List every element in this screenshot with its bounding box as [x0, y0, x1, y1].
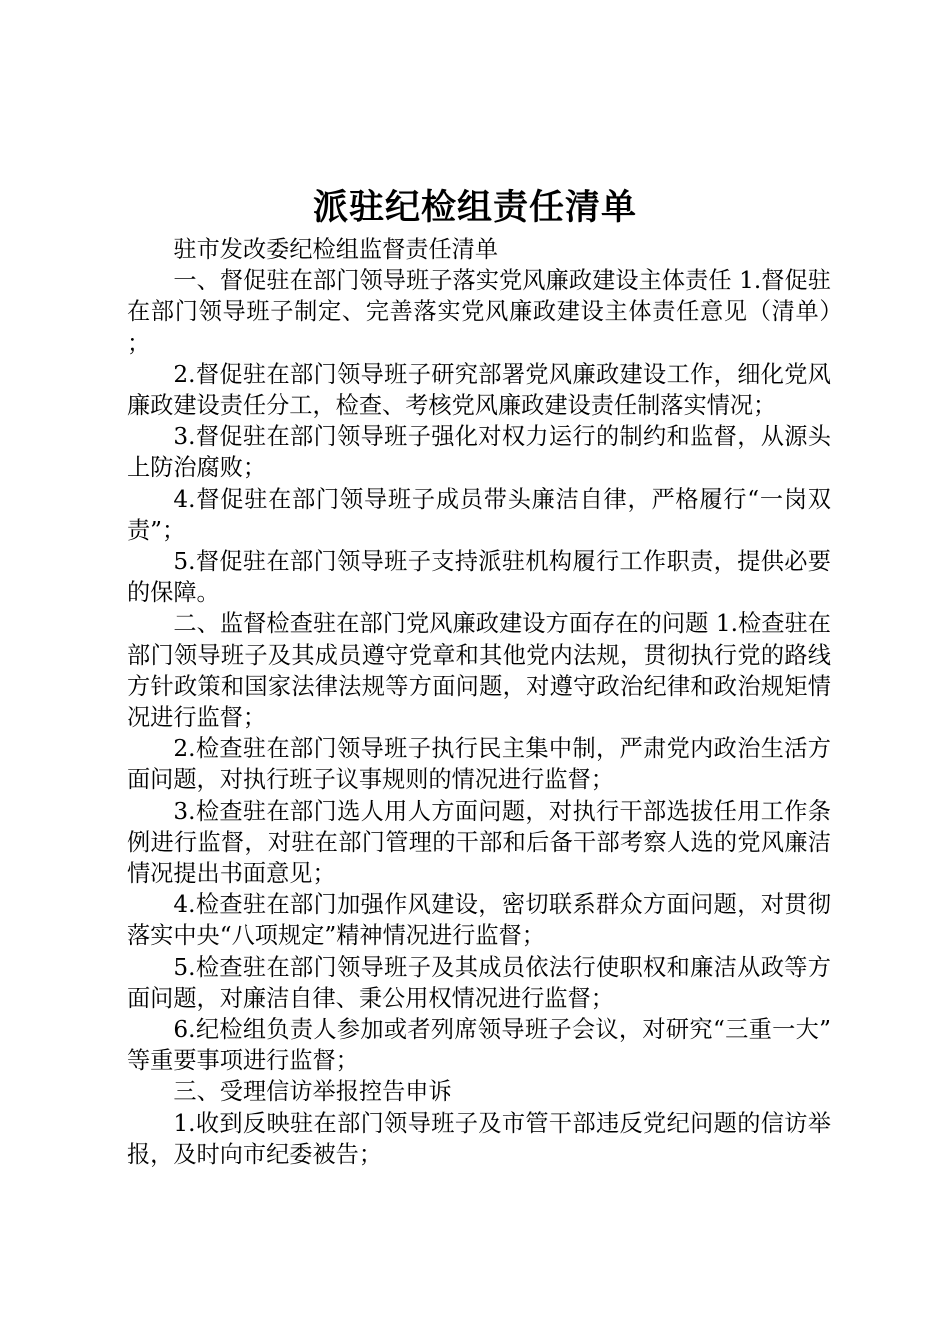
paragraph-item: 3.检查驻在部门选人用人方面问题，对执行干部选拔任用工作条例进行监督，对驻在部门管理的干部和后备干部考察人选的党风廉洁情况提出书面意见；: [127, 797, 831, 888]
paragraph-item: 2.督促驻在部门领导班子研究部署党风廉政建设工作，细化党风廉政建设责任分工，检查、考核党风廉政建设责任制落实情况；: [127, 360, 831, 420]
paragraph-item: 3.督促驻在部门领导班子强化对权力运行的制约和监督，从源头上防治腐败；: [127, 423, 831, 482]
paragraph-item: 5.督促驻在部门领导班子支持派驻机构履行工作职责，提供必要的保障。: [127, 548, 831, 607]
paragraph-item: 6.纪检组负责人参加或者列席领导班子会议，对研究“三重一大”等重要事项进行监督；: [127, 1016, 831, 1075]
paragraph-section-3: 三、受理信访举报控告申诉: [173, 1078, 452, 1106]
paragraph-item: 4.督促驻在部门领导班子成员带头廉洁自律，严格履行“一岗双责”；: [127, 485, 831, 544]
paragraph-section-1: 一、督促驻在部门领导班子落实党风廉政建设主体责任 1.督促驻在部门领导班子制定、完善落实党风廉政建设主体责任意见（清单）；: [127, 267, 831, 357]
paragraph-item: 4.检查驻在部门加强作风建设，密切联系群众方面问题，对贯彻落实中央“八项规定”精神情况进行监督；: [127, 891, 831, 950]
paragraph-item: 2.检查驻在部门领导班子执行民主集中制，严肃党内政治生活方面问题，对执行班子议事规则的情况进行监督；: [127, 735, 831, 794]
document-body: [127, 234, 831, 1170]
paragraph-item: 1.收到反映驻在部门领导班子及市管干部违反党纪问题的信访举报，及时向市纪委被告；: [127, 1109, 831, 1168]
document-title: 派驻纪检组责任清单: [312, 187, 637, 228]
paragraph-item: 5.检查驻在部门领导班子及其成员依法行使职权和廉洁从政等方面问题，对廉洁自律、秉公用权情况进行监督；: [127, 953, 831, 1012]
paragraph-section-2: 二、监督检查驻在部门党风廉政建设方面存在的问题 1.检查驻在部门领导班子及其成员遵守党章和其他党内法规，贯彻执行党的路线方针政策和国家法律法规等方面问题，对遵守政治纪律和政治规矩情况进行监督；: [127, 610, 831, 732]
paragraph-subtitle: 驻市发改委纪检组监督责任清单: [173, 236, 499, 263]
